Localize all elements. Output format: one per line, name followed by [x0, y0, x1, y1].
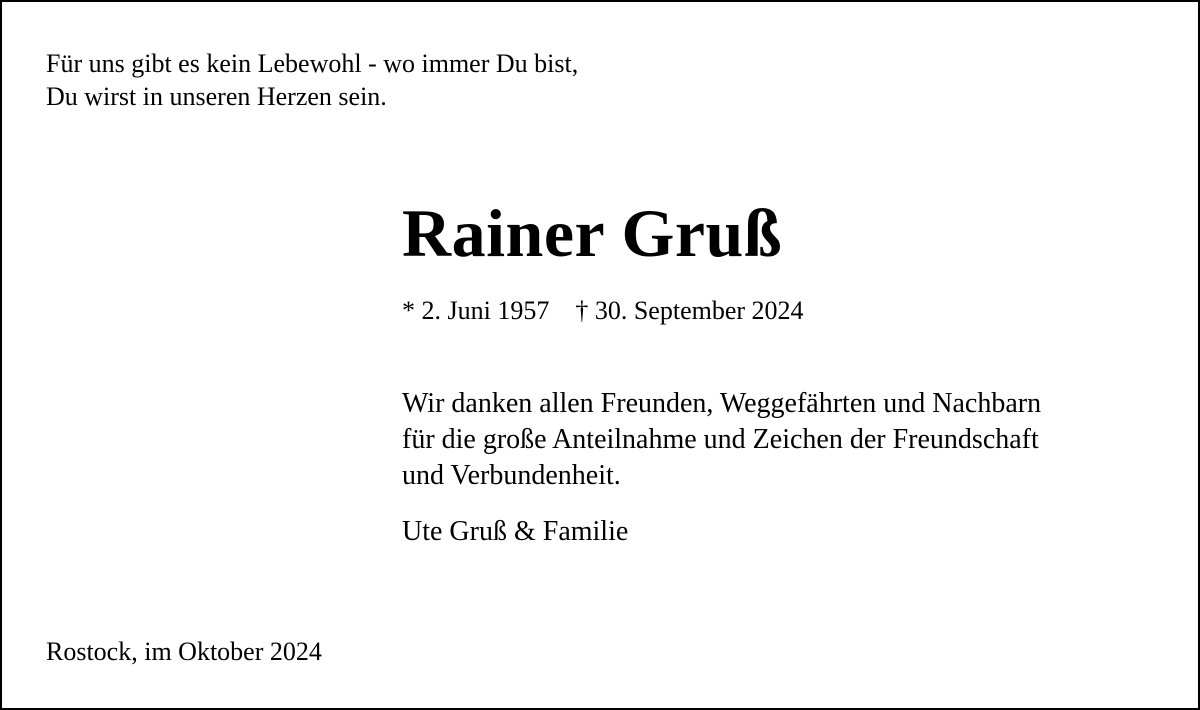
thanks-message	[402, 386, 1041, 494]
life-dates	[402, 294, 804, 328]
verse-line-1: Für uns gibt es kein Lebewohl - wo immer Du bist,	[46, 49, 579, 78]
deceased-name: Rainer Gruß	[402, 195, 783, 271]
place-and-date: Rostock, im Oktober 2024	[46, 637, 322, 666]
birth-date: * 2. Juni 1957	[402, 296, 550, 325]
thanks-line-2: für die große Anteilnahme und Zeichen der Freundschaft	[402, 424, 1039, 455]
memorial-verse	[46, 47, 578, 113]
death-date: † 30. September 2024	[575, 296, 804, 325]
thanks-line-1: Wir danken allen Freunden, Weggefährten und Nachbarn	[402, 388, 1042, 419]
verse-line-2: Du wirst in unseren Herzen sein.	[46, 82, 387, 111]
thanks-line-3: und Verbundenheit.	[402, 460, 621, 491]
family-signature: Ute Gruß & Familie	[402, 516, 629, 547]
